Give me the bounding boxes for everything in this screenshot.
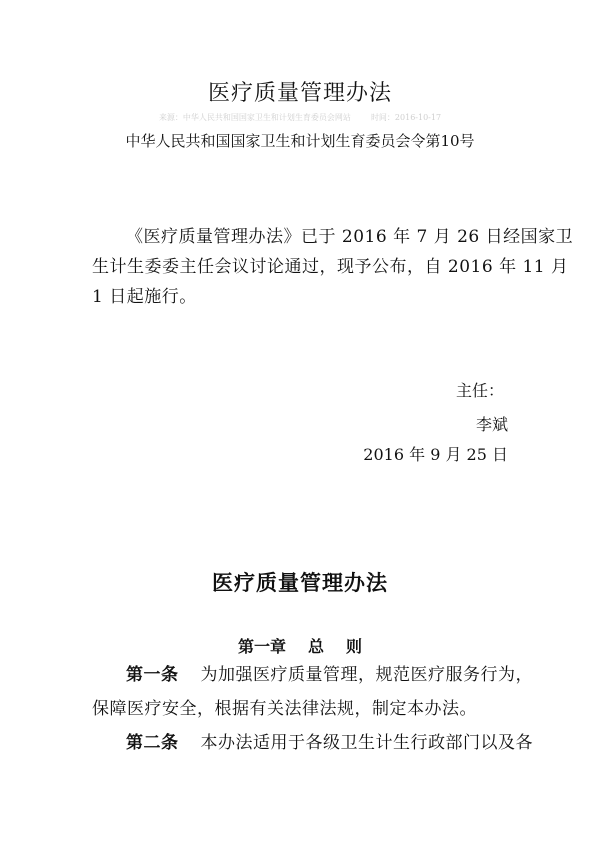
chapter-name-part2: 则	[346, 637, 363, 656]
article-line: 为加强医疗质量管理，规范医疗服务行为，	[200, 665, 533, 685]
chapter-number: 第一章	[237, 637, 286, 656]
chapter-heading	[0, 634, 600, 657]
meta-source: 来源：中华人民共和国国家卫生和计划生育委员会网站	[158, 113, 351, 122]
intro-line: 《医疗质量管理办法》已于 2016 年 7 月 26 日经国家卫	[126, 227, 574, 247]
signature-title: 主任：	[455, 381, 504, 400]
intro-paragraph	[92, 222, 574, 312]
order-number-line: 中华人民共和国国家卫生和计划生育委员会令第10号	[125, 132, 475, 150]
article-number: 第二条	[126, 733, 179, 753]
meta-time: 时间：2016-10-17	[370, 113, 442, 122]
article-line: 保障医疗安全，根据有关法律法规，制定本办法。	[92, 699, 477, 719]
signature-date: 2016 年 9 月 25 日	[363, 445, 508, 464]
chapter-name-part1: 总	[307, 637, 324, 656]
section-title: 医疗质量管理办法	[212, 571, 388, 595]
intro-line: 1 日起施行。	[92, 287, 197, 307]
article-1	[92, 658, 533, 726]
document-meta	[0, 112, 600, 123]
article-line: 本办法适用于各级卫生计生行政部门以及各	[200, 733, 533, 753]
intro-line: 生计生委委主任会议讨论通过，现予公布，自 2016 年 11 月	[92, 257, 569, 277]
document-title: 医疗质量管理办法	[207, 81, 392, 106]
article-number: 第一条	[126, 665, 179, 685]
signature-name: 李斌	[475, 415, 508, 434]
article-2	[92, 726, 533, 760]
